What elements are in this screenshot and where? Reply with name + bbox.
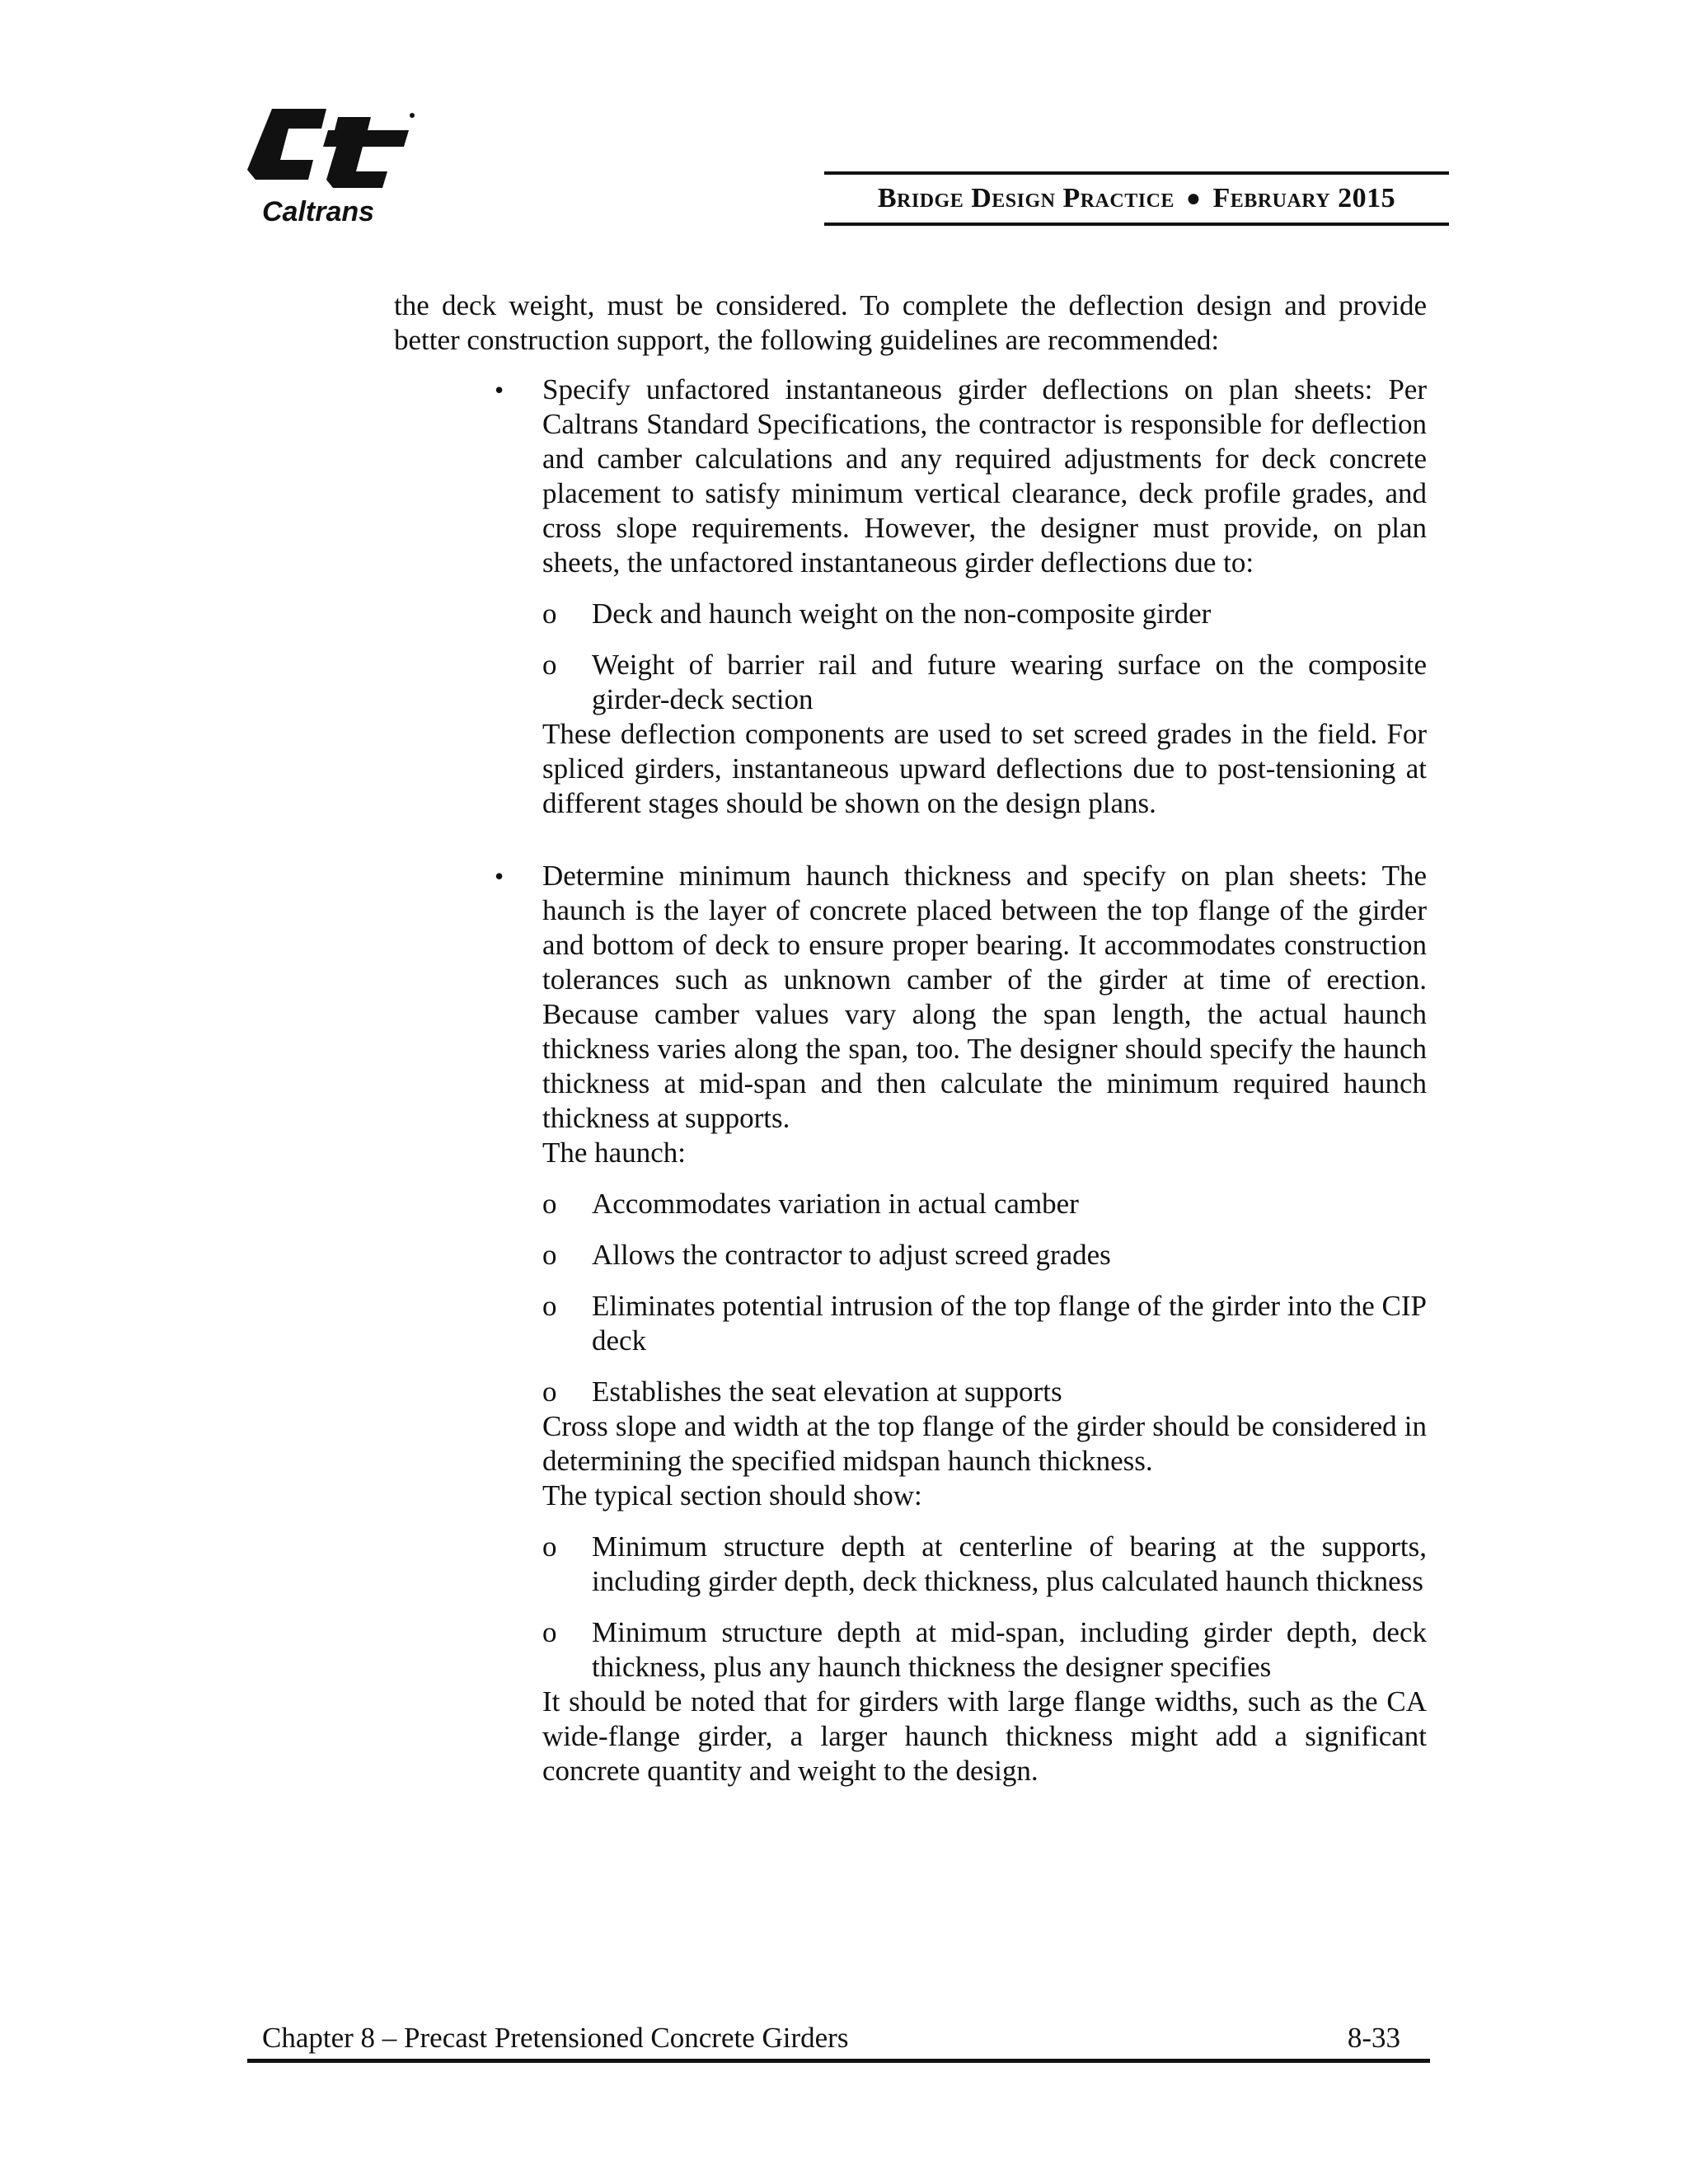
bullet-item-haunch <box>495 859 1427 1788</box>
sub-item <box>542 648 1427 717</box>
haunch-label: The haunch: <box>542 1137 686 1169</box>
sub-item-text: Deck and haunch weight on the non-composite girder <box>592 598 1212 630</box>
bullet-icon: • <box>495 861 504 891</box>
sub-item <box>542 1238 1427 1272</box>
sub-item <box>542 1289 1427 1358</box>
sub-item-text: Eliminates potential intrusion of the top flange of the girder into the CIP deck <box>592 1290 1427 1357</box>
bullet-icon: • <box>495 375 504 405</box>
page-footer <box>247 2019 1430 2063</box>
page-header <box>824 171 1449 226</box>
sub-bullet-icon: o <box>542 1376 557 1408</box>
typical-section-label: The typical section should show: <box>542 1479 922 1511</box>
header-title-part1: Bridge Design Practice <box>877 183 1175 213</box>
header-title-part2: February 2015 <box>1212 183 1396 213</box>
deflection-components-paragraph: These deflection components are used to set screed grades in the field. For spliced girders, instantaneous upward deflections due to post-tensioning at different stages should be shown on the design plans. <box>542 718 1427 819</box>
cross-slope-paragraph: Cross slope and width at the top flange of the girder should be considered in determining the specified midspan haunch thickness. <box>542 1410 1427 1477</box>
sub-bullet-icon: o <box>542 1290 557 1322</box>
sub-item-text: Allows the contractor to adjust screed grades <box>592 1239 1111 1271</box>
sub-bullet-icon: o <box>542 598 557 630</box>
ct-mark <box>247 109 415 188</box>
sub-bullet-icon: o <box>542 1530 557 1563</box>
sub-item <box>542 1375 1427 1409</box>
sub-bullet-icon: o <box>542 649 557 681</box>
bullet-item-deflections <box>495 373 1427 821</box>
sub-item <box>542 1615 1427 1685</box>
sub-item <box>542 1530 1427 1599</box>
intro-paragraph: the deck weight, must be considered. To complete the deflection design and provide better construction support, the following guidelines are recommended: <box>394 289 1427 356</box>
sub-item <box>542 1187 1427 1221</box>
bullet-text: Specify unfactored instantaneous girder deflections on plan sheets: Per Caltrans Standard Specifications, the contractor is responsible for deflection and camber calculations and any required adjustments for deck concrete placement to satisfy minimum vertical clearance, deck profile grades, and cross slope requirements. However, the designer must provide, on plan sheets, the unfactored instantaneous girder deflections due to: <box>542 373 1427 579</box>
header-separator: ● <box>1185 185 1202 212</box>
sub-item-text: Minimum structure depth at centerline of bearing at the supports, including girder depth, deck thickness, plus calculated haunch thickness <box>592 1530 1427 1597</box>
sub-bullet-icon: o <box>542 1188 557 1220</box>
page-number: 8-33 <box>1347 2022 1400 2054</box>
caltrans-wordmark: Caltrans <box>262 196 375 227</box>
footer-chapter-title: Chapter 8 – Precast Pretensioned Concrete Girders <box>262 2022 849 2054</box>
sub-item-text: Accommodates variation in actual camber <box>592 1188 1079 1220</box>
sub-item <box>542 597 1427 631</box>
closing-paragraph: It should be noted that for girders with large flange widths, such as the CA wide-flange girder, a larger haunch thickness might add a significant concrete quantity and weight to the design. <box>542 1685 1427 1787</box>
document-body <box>394 288 1427 1788</box>
sub-bullet-icon: o <box>542 1239 557 1271</box>
sub-bullet-icon: o <box>542 1616 557 1648</box>
sub-item-text: Minimum structure depth at mid-span, including girder depth, deck thickness, plus any haunch thickness the designer specifies <box>592 1616 1427 1683</box>
bullet-text: Determine minimum haunch thickness and specify on plan sheets: The haunch is the layer of concrete placed between the top flange of the girder and bottom of deck to ensure proper bearing. It accommodates construction tolerances such as unknown camber of the girder at time of erection. Because camber values vary along the span length, the actual haunch thickness varies along the span, too. The designer should specify the haunch thickness at mid-span and then calculate the minimum required haunch thickness at supports. <box>542 860 1427 1134</box>
sub-item-text: Establishes the seat elevation at supports <box>592 1376 1062 1408</box>
sub-item-text: Weight of barrier rail and future wearing surface on the composite girder-deck section <box>592 649 1427 715</box>
caltrans-logo <box>247 105 422 229</box>
